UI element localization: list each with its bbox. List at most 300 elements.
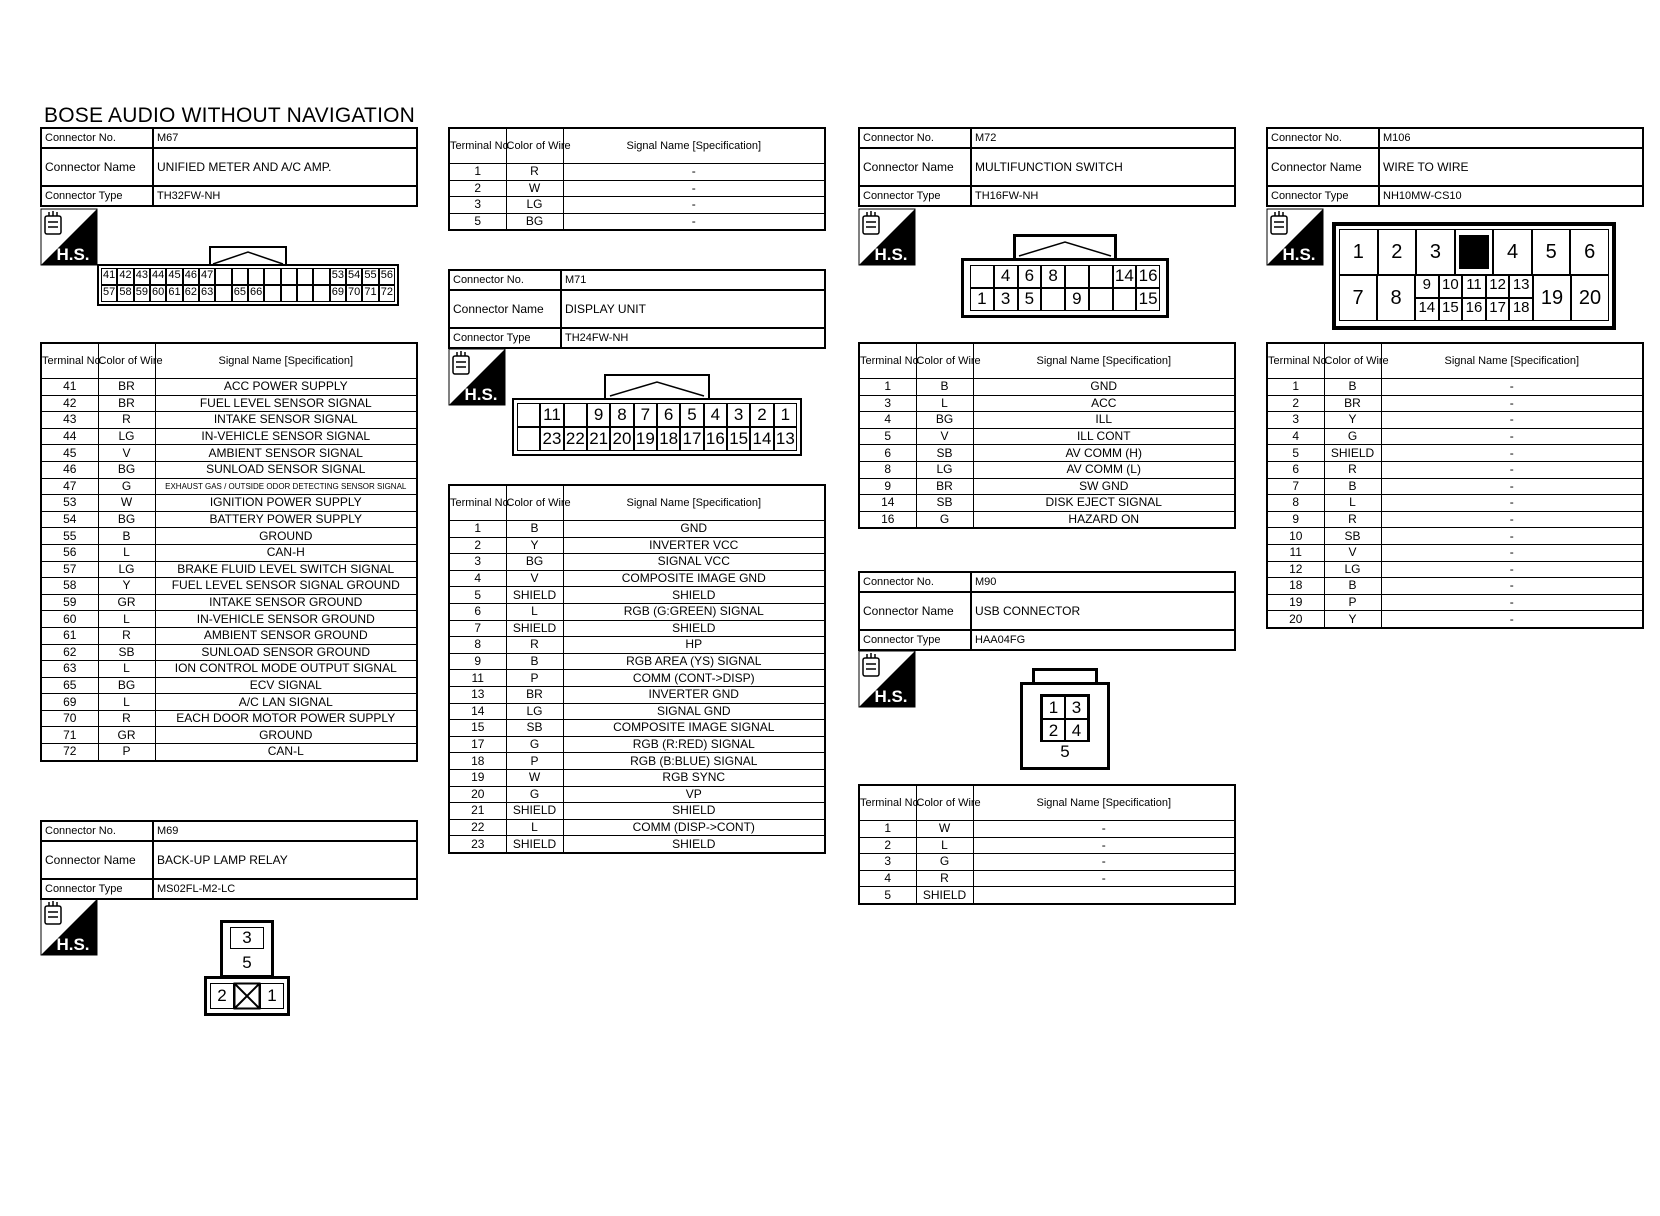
signal-name-cell: - [1381, 428, 1643, 445]
table-row [449, 603, 825, 620]
m72-no: M72 [971, 128, 1235, 148]
terminal-no-cell: 44 [41, 428, 98, 445]
m71-pin: 6 [657, 403, 680, 427]
m71-pin: 1 [774, 403, 797, 427]
signal-name-cell: - [1381, 395, 1643, 412]
m71-pin-blank [517, 403, 540, 427]
hand-icon [45, 211, 61, 234]
m67-no: M67 [153, 128, 417, 148]
m90-no: M90 [971, 572, 1235, 592]
m71-pin: 19 [634, 427, 657, 451]
m67-pin: 60 [150, 285, 166, 302]
m67-name: UNIFIED METER AND A/C AMP. [153, 148, 417, 186]
m67-pin: 66 [248, 285, 264, 302]
m67-pin [313, 285, 329, 302]
m67-pin: 55 [362, 268, 378, 285]
terminal-no-cell: 58 [41, 578, 98, 595]
connector-name-label: Connector Name [859, 148, 971, 186]
terminal-no-cell: 41 [41, 379, 98, 396]
table-row [449, 164, 825, 181]
terminal-no-cell: 2 [859, 837, 916, 854]
wire-color-cell: BG [98, 677, 155, 694]
table-row [1267, 544, 1643, 561]
m71-pin: 17 [680, 427, 703, 451]
table-row [41, 478, 417, 495]
signal-name-cell: AV COMM (L) [973, 461, 1235, 478]
signal-name-cell: - [1381, 511, 1643, 528]
terminal-no-cell: 14 [449, 703, 506, 720]
connector-type-label: Connector Type [859, 186, 971, 206]
wire-color-cell: LG [506, 703, 563, 720]
m90-pin: 5 [1060, 742, 1070, 761]
wire-color-cell: SHIELD [1324, 445, 1381, 462]
svg-text:H.S.: H.S. [56, 935, 90, 954]
m67-pin [313, 268, 329, 285]
signal-name-cell: IN-VEHICLE SENSOR GROUND [155, 611, 417, 628]
m71-pin: 5 [680, 403, 703, 427]
terminal-no-cell: 12 [1267, 561, 1324, 578]
terminal-no-cell: 3 [449, 197, 506, 214]
terminal-no-cell: 5 [859, 887, 916, 904]
table-row [859, 428, 1235, 445]
m67-pin: 42 [117, 268, 133, 285]
wire-color-cell: R [916, 870, 973, 887]
m72-pin [1089, 265, 1113, 288]
m72-pin: 5 [1018, 288, 1042, 311]
table-row [41, 561, 417, 578]
m106-pin: 17 [1486, 298, 1510, 321]
wire-color-cell: B [1324, 478, 1381, 495]
table-row [1267, 412, 1643, 429]
m106-pin: 14 [1415, 298, 1439, 321]
terminal-no-cell: 9 [1267, 511, 1324, 528]
signal-name-cell: GND [563, 521, 825, 538]
m69-type: MS02FL-M2-LC [153, 879, 417, 899]
signal-name-cell: SHIELD [563, 836, 825, 853]
connector-type-label: Connector Type [41, 879, 153, 899]
connector-name-label: Connector Name [41, 148, 153, 186]
terminal-no-cell: 3 [449, 554, 506, 571]
m71-pin: 8 [610, 403, 633, 427]
table-row [449, 703, 825, 720]
table-row [449, 753, 825, 770]
m71-pin: 7 [634, 403, 657, 427]
m106-key-block [1455, 229, 1494, 275]
wire-color-cell: B [98, 528, 155, 545]
terminal-no-cell: 3 [1267, 412, 1324, 429]
signal-name-cell: - [1381, 478, 1643, 495]
m106-name: WIRE TO WIRE [1379, 148, 1643, 186]
m71-no: M71 [561, 270, 825, 290]
terminal-no-header: Terminal No. [41, 343, 98, 379]
signal-name-cell: BATTERY POWER SUPPLY [155, 511, 417, 528]
m72-pin: 1 [970, 288, 994, 311]
m67-pin: 59 [134, 285, 150, 302]
table-row [449, 180, 825, 197]
terminal-no-header: Terminal No. [859, 343, 916, 379]
signal-name-cell: - [973, 837, 1235, 854]
table-row [41, 611, 417, 628]
table-row [449, 670, 825, 687]
wire-color-cell: B [1324, 379, 1381, 396]
m71-pin: 20 [610, 427, 633, 451]
terminal-no-cell: 59 [41, 594, 98, 611]
wire-color-cell: R [98, 412, 155, 429]
hs-icon [40, 898, 98, 956]
m72-connector-face [961, 234, 1169, 318]
table-row [449, 786, 825, 803]
m67-pin-grid [101, 268, 395, 302]
terminal-no-cell: 8 [1267, 495, 1324, 512]
terminal-no-cell: 46 [41, 461, 98, 478]
m69-pin: 1 [260, 983, 284, 1009]
wire-color-cell: P [506, 753, 563, 770]
terminal-no-cell: 62 [41, 644, 98, 661]
signal-name-cell: RGB SYNC [563, 769, 825, 786]
m69-no: M69 [153, 821, 417, 841]
wire-color-cell: BG [506, 213, 563, 230]
m90-signal-table [858, 784, 1236, 905]
table-row [859, 511, 1235, 528]
terminal-no-cell: 45 [41, 445, 98, 462]
hand-icon [1271, 211, 1287, 234]
terminal-no-cell: 61 [41, 627, 98, 644]
m69-unused-pin [234, 983, 260, 1009]
signal-name-cell: INVERTER VCC [563, 537, 825, 554]
signal-name-cell: SW GND [973, 478, 1235, 495]
table-row [859, 495, 1235, 512]
wire-color-cell: R [1324, 511, 1381, 528]
terminal-no-cell: 17 [449, 736, 506, 753]
signal-name-cell: ILL CONT [973, 428, 1235, 445]
table-row [1267, 379, 1643, 396]
signal-name-header: Signal Name [Specification] [1381, 343, 1643, 379]
m67-pin [215, 268, 231, 285]
connector-name-label: Connector Name [449, 290, 561, 328]
m72-type: TH16FW-NH [971, 186, 1235, 206]
signal-name-cell: EXHAUST GAS / OUTSIDE ODOR DETECTING SENSOR SIGNAL [155, 478, 417, 495]
m106-pin: 12 [1486, 275, 1510, 298]
wire-color-cell: Y [98, 578, 155, 595]
table-row [41, 644, 417, 661]
m106-pin: 6 [1570, 229, 1609, 275]
signal-name-cell: ION CONTROL MODE OUTPUT SIGNAL [155, 661, 417, 678]
m71-header [448, 269, 826, 349]
table-row [41, 395, 417, 412]
m67-pin [281, 285, 297, 302]
m71-connector-face [512, 374, 802, 456]
signal-name-header: Signal Name [Specification] [563, 485, 825, 521]
signal-name-cell: GND [973, 379, 1235, 396]
m67-pin: 61 [166, 285, 182, 302]
table-row [859, 412, 1235, 429]
m71-pin: 3 [727, 403, 750, 427]
signal-name-cell: COMM (DISP->CONT) [563, 819, 825, 836]
m90-header [858, 571, 1236, 651]
terminal-no-cell: 7 [449, 620, 506, 637]
wire-color-cell: SHIELD [506, 620, 563, 637]
m71-pin-blank [517, 427, 540, 451]
table-row [41, 495, 417, 512]
signal-name-cell: INVERTER GND [563, 686, 825, 703]
signal-name-cell [973, 887, 1235, 904]
m106-pin: 1 [1339, 229, 1378, 275]
table-row [1267, 461, 1643, 478]
page-title: BOSE AUDIO WITHOUT NAVIGATION [44, 104, 416, 127]
wire-color-cell: Y [1324, 611, 1381, 628]
terminal-no-cell: 5 [449, 213, 506, 230]
terminal-no-cell: 4 [1267, 428, 1324, 445]
wire-color-cell: G [1324, 428, 1381, 445]
terminal-no-cell: 1 [449, 164, 506, 181]
signal-name-cell: - [1381, 578, 1643, 595]
m67-pin: 47 [199, 268, 215, 285]
table-row [1267, 578, 1643, 595]
wire-color-cell: R [98, 710, 155, 727]
m72-pin: 3 [994, 288, 1018, 311]
terminal-no-cell: 18 [449, 753, 506, 770]
signal-name-cell: AMBIENT SENSOR GROUND [155, 627, 417, 644]
terminal-no-cell: 1 [859, 821, 916, 838]
wire-color-cell: R [98, 627, 155, 644]
m72-name: MULTIFUNCTION SWITCH [971, 148, 1235, 186]
m67-pin: 44 [150, 268, 166, 285]
m71-pin: 13 [774, 427, 797, 451]
wire-color-cell: BG [506, 554, 563, 571]
terminal-no-cell: 54 [41, 511, 98, 528]
m106-pin: 8 [1377, 275, 1415, 321]
wire-color-cell: LG [1324, 561, 1381, 578]
connector-no-label: Connector No. [859, 128, 971, 148]
wire-color-cell: L [98, 661, 155, 678]
m67-pin: 56 [379, 268, 395, 285]
m106-connector-face [1332, 222, 1616, 330]
table-row [859, 379, 1235, 396]
table-row [859, 445, 1235, 462]
table-row [41, 544, 417, 561]
table-row [449, 637, 825, 654]
wire-color-cell: G [916, 854, 973, 871]
table-row [41, 578, 417, 595]
signal-name-cell: - [973, 870, 1235, 887]
signal-name-cell: RGB (G:GREEN) SIGNAL [563, 603, 825, 620]
m67-pin: 54 [346, 268, 362, 285]
wire-color-cell: BR [916, 478, 973, 495]
wire-color-cell: SHIELD [506, 587, 563, 604]
m67-pin: 53 [330, 268, 346, 285]
hand-icon [453, 351, 469, 374]
connector-type-label: Connector Type [1267, 186, 1379, 206]
terminal-no-header: Terminal No. [859, 785, 916, 821]
terminal-no-cell: 5 [1267, 445, 1324, 462]
connector-type-label: Connector Type [449, 328, 561, 348]
signal-name-cell: VP [563, 786, 825, 803]
m72-pin [1065, 265, 1089, 288]
table-row [41, 710, 417, 727]
m106-pin: 11 [1462, 275, 1486, 298]
m106-pin: 13 [1509, 275, 1533, 298]
terminal-no-cell: 2 [1267, 395, 1324, 412]
signal-name-cell: - [1381, 379, 1643, 396]
wire-color-cell: SB [98, 644, 155, 661]
wire-color-cell: B [1324, 578, 1381, 595]
signal-name-cell: FUEL LEVEL SENSOR SIGNAL GROUND [155, 578, 417, 595]
table-row [1267, 511, 1643, 528]
signal-name-cell: - [1381, 412, 1643, 429]
m106-type: NH10MW-CS10 [1379, 186, 1643, 206]
wire-color-cell: BG [98, 511, 155, 528]
signal-name-cell: DISK EJECT SIGNAL [973, 495, 1235, 512]
wire-color-cell: SHIELD [506, 803, 563, 820]
table-row [449, 537, 825, 554]
connector-no-label: Connector No. [449, 270, 561, 290]
m72-signal-table [858, 342, 1236, 529]
terminal-no-cell: 53 [41, 495, 98, 512]
hs-icon [858, 208, 916, 266]
m71-pin: 22 [564, 427, 587, 451]
m67-pin: 72 [379, 285, 395, 302]
wire-color-cell: G [506, 786, 563, 803]
terminal-no-cell: 4 [859, 412, 916, 429]
wire-color-cell: B [506, 521, 563, 538]
m90-name: USB CONNECTOR [971, 592, 1235, 630]
color-of-wire-header: Color of Wire [1324, 343, 1381, 379]
wire-color-cell: B [916, 379, 973, 396]
signal-name-header: Signal Name [Specification] [155, 343, 417, 379]
table-row [41, 511, 417, 528]
m106-no: M106 [1379, 128, 1643, 148]
table-row [449, 197, 825, 214]
hs-icon [858, 650, 916, 708]
terminal-no-cell: 2 [449, 537, 506, 554]
table-row [449, 570, 825, 587]
m71-signal-table [448, 484, 826, 854]
signal-name-cell: FUEL LEVEL SENSOR SIGNAL [155, 395, 417, 412]
wire-color-cell: SB [1324, 528, 1381, 545]
table-row [1267, 528, 1643, 545]
table-row [449, 686, 825, 703]
signal-name-cell: A/C LAN SIGNAL [155, 694, 417, 711]
connector-type-label: Connector Type [41, 186, 153, 206]
terminal-no-cell: 10 [1267, 528, 1324, 545]
m90-type: HAA04FG [971, 630, 1235, 650]
signal-name-cell: - [1381, 594, 1643, 611]
wire-color-cell: SB [916, 445, 973, 462]
wire-color-cell: LG [506, 197, 563, 214]
terminal-no-cell: 3 [859, 854, 916, 871]
wire-color-cell: W [506, 769, 563, 786]
table-row [41, 727, 417, 744]
wire-color-cell: GR [98, 727, 155, 744]
signal-name-cell: SHIELD [563, 620, 825, 637]
table-row [859, 478, 1235, 495]
m71-pin: 23 [540, 427, 563, 451]
signal-name-cell: - [1381, 461, 1643, 478]
terminal-no-cell: 13 [449, 686, 506, 703]
m72-pin [1113, 288, 1137, 311]
terminal-no-cell: 2 [449, 180, 506, 197]
m69-name: BACK-UP LAMP RELAY [153, 841, 417, 879]
m67-pin [232, 268, 248, 285]
signal-name-cell: - [563, 180, 825, 197]
wire-color-cell: SB [506, 720, 563, 737]
m67-pin: 70 [346, 285, 362, 302]
terminal-no-cell: 7 [1267, 478, 1324, 495]
signal-name-cell: SHIELD [563, 803, 825, 820]
wire-color-cell: W [506, 180, 563, 197]
terminal-no-cell: 6 [449, 603, 506, 620]
terminal-no-cell: 4 [859, 870, 916, 887]
m71-pin-grid [517, 403, 797, 451]
table-row [1267, 611, 1643, 628]
wire-color-cell: Y [1324, 412, 1381, 429]
hs-icon [1266, 208, 1324, 266]
svg-text:H.S.: H.S. [464, 385, 498, 404]
wire-color-cell: LG [98, 561, 155, 578]
terminal-no-cell: 4 [449, 570, 506, 587]
m106-pin: 10 [1439, 275, 1463, 298]
table-row [449, 819, 825, 836]
m90-pin: 3 [1065, 696, 1088, 719]
terminal-no-cell: 57 [41, 561, 98, 578]
table-row [1267, 561, 1643, 578]
signal-name-cell: INTAKE SENSOR GROUND [155, 594, 417, 611]
signal-name-cell: - [1381, 528, 1643, 545]
signal-name-cell: RGB AREA (YS) SIGNAL [563, 653, 825, 670]
terminal-no-cell: 11 [1267, 544, 1324, 561]
signal-name-cell: ACC POWER SUPPLY [155, 379, 417, 396]
svg-text:H.S.: H.S. [874, 687, 908, 706]
terminal-no-cell: 18 [1267, 578, 1324, 595]
wire-color-cell: W [98, 495, 155, 512]
wire-color-cell: LG [916, 461, 973, 478]
m67-top-signal-table [448, 127, 826, 231]
m71-pin: 11 [540, 403, 563, 427]
connector-no-label: Connector No. [41, 128, 153, 148]
wire-color-cell: V [916, 428, 973, 445]
hand-icon [863, 211, 879, 234]
terminal-no-cell: 5 [859, 428, 916, 445]
terminal-no-cell: 1 [449, 521, 506, 538]
m71-pin: 14 [750, 427, 773, 451]
signal-name-cell: AMBIENT SENSOR SIGNAL [155, 445, 417, 462]
wire-color-cell: G [98, 478, 155, 495]
signal-name-cell: RGB (B:BLUE) SIGNAL [563, 753, 825, 770]
table-row [1267, 428, 1643, 445]
wire-color-cell: R [1324, 461, 1381, 478]
terminal-no-cell: 65 [41, 677, 98, 694]
wire-color-cell: SHIELD [916, 887, 973, 904]
table-row [449, 587, 825, 604]
m106-pin: 16 [1462, 298, 1486, 321]
signal-name-cell: HAZARD ON [973, 511, 1235, 528]
m106-signal-table [1266, 342, 1644, 629]
color-of-wire-header: Color of Wire [916, 785, 973, 821]
table-row [449, 213, 825, 230]
signal-name-cell: - [1381, 544, 1643, 561]
signal-name-cell: GROUND [155, 528, 417, 545]
signal-name-cell: CAN-L [155, 744, 417, 761]
signal-name-cell: - [563, 197, 825, 214]
m67-pin: 63 [199, 285, 215, 302]
m106-pin: 9 [1415, 275, 1439, 298]
wire-color-cell: BR [1324, 395, 1381, 412]
terminal-no-cell: 20 [1267, 611, 1324, 628]
table-row [449, 736, 825, 753]
wire-color-cell: B [506, 653, 563, 670]
m72-pin: 16 [1136, 265, 1160, 288]
table-row [1267, 594, 1643, 611]
